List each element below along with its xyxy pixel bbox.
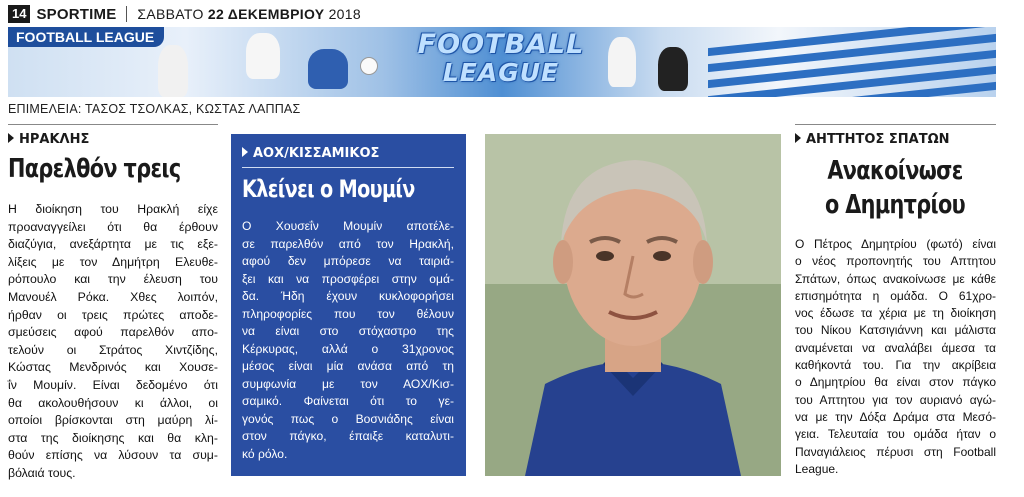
- page-header: [8, 4, 361, 24]
- body-line: League.: [795, 461, 839, 476]
- article-headline: Ανακοίνωσε ο Δημητρίου: [824, 156, 966, 220]
- body-line: ο νέος προπονητής του Απτητου: [795, 254, 996, 269]
- boxed-article: [231, 134, 466, 476]
- player-figure: [658, 47, 688, 91]
- body-line: καθήκοντά του. Για την ακρίβεια: [795, 358, 996, 373]
- body-line: Η διοίκηση του Ηρακλή είχε: [8, 202, 218, 216]
- body-line: βόλαιά τους.: [8, 465, 76, 480]
- body-line: ξει και να προσφέρει στην ομά-: [242, 271, 454, 286]
- body-line: αφού δεν μπόρεσε να ταιριά-: [242, 254, 454, 268]
- body-line: θούν επίσης να λύσουν τα συμ-: [8, 448, 218, 463]
- body-line: γεια. Τελευταία του ομάδα ήταν ο: [795, 427, 996, 442]
- body-line: προαναγγείλει ότι θα έρθουν: [8, 219, 218, 234]
- body-line: Σπάτων, όπως ανακοίνωσε με κάθε: [795, 271, 996, 286]
- article-headline: Παρελθόν τρεις: [8, 154, 181, 184]
- article-kicker: ΗΡΑΚΛΗΣ: [8, 132, 89, 147]
- player-figure: [608, 37, 636, 87]
- football-icon: [360, 57, 378, 75]
- brand-name: SPORTIME: [36, 5, 117, 23]
- player-figure: [246, 33, 280, 79]
- body-line: Ο Χουσεΐν Μουμίν αποτέλε-: [242, 219, 454, 233]
- column-rule: [795, 124, 996, 125]
- body-line: ο Δημητρίου θα είναι στον πάγκο: [795, 375, 996, 390]
- body-line: τελούν οι Στράτος Χιντζίδης,: [8, 342, 218, 357]
- article-kicker: ΑΟΧ/ΚΙΣΣΑΜΙΚΟΣ: [242, 146, 379, 161]
- body-line: ΐν Μουμίν. Είναι δεδομένο ότι: [8, 377, 218, 392]
- article-body: [8, 201, 218, 483]
- body-line: συμφωνία με τον ΑΟΧ/Κισ-: [242, 376, 454, 391]
- greek-flag-graphic: [708, 27, 996, 97]
- body-line: αναμένεται να αναλάβει άμεσα τα: [795, 340, 996, 355]
- body-line: Κέρκυρας, αλλά ο 31χρονος: [242, 341, 454, 356]
- body-line: οποίοι βρίσκονται στη μαύρη λί-: [8, 413, 218, 428]
- body-line: Μανουέλ Ρόκα. Χθες λοιπόν,: [8, 289, 218, 304]
- body-line: Ο Πέτρος Δημητρίου (φωτό) είναι: [795, 237, 996, 251]
- article-body: [242, 218, 454, 463]
- column-rule: [8, 124, 218, 125]
- player-figure: [158, 45, 188, 97]
- body-line: επισημότητα η ομάδα. Ο 61χρο-: [795, 288, 996, 303]
- body-line: γονός πως ο Βοσνιάδης είναι: [242, 411, 454, 426]
- body-line: μέσος είναι μία ανάσα από τη: [242, 359, 454, 373]
- body-line: διαζύγια, ανεξάρτητα με τις εξε-: [8, 237, 218, 252]
- body-line: Παναγιάλειος πέρυσι στη Football: [795, 444, 996, 459]
- article-kicker: ΑΗΤΤΗΤΟΣ ΣΠΑΤΩΝ: [795, 132, 950, 147]
- body-line: λίξεις με τον Δημήτρη Ελευθε-: [8, 254, 218, 269]
- body-line: να με την Δόξα Δράμα στα Μεσό-: [795, 409, 996, 424]
- body-line: θα ακολουθήσουν κι άλλοι, οι: [8, 395, 218, 410]
- banner-logo: FOOTBALL LEAGUE: [417, 29, 585, 87]
- body-line: δα. Ήδη έχουν κυκλοφορήσει: [242, 289, 454, 303]
- body-line: να είναι στο στόχαστρο της: [242, 324, 454, 338]
- body-line: σαμικό. Φαίνεται ότι το γε-: [242, 394, 454, 408]
- body-line: Κώστας Μενδρινός και Χουσε-: [8, 360, 218, 375]
- article-headline: Κλείνει ο Μουμίν: [242, 175, 415, 203]
- body-line: στον πάγκο, έπαιξε καταλυτι-: [242, 429, 454, 443]
- body-line: νος έδωσε τα χέρια με τη διοίκηση: [795, 306, 996, 321]
- body-line: σε παρελθόν από τον Ηρακλή,: [242, 236, 454, 251]
- body-line: ήρθαν οι τρεις πρώτες αποδε-: [8, 307, 218, 322]
- section-tab: FOOTBALL LEAGUE: [8, 27, 164, 47]
- player-figure: [308, 49, 348, 89]
- issue-date: ΣΑΒΒΑΤΟ 22 ΔΕΚΕΜΒΡΙΟΥ 2018: [137, 6, 361, 22]
- article-body: [795, 236, 996, 478]
- header-divider: [126, 6, 127, 22]
- page-number: 14: [8, 5, 30, 23]
- body-line: σμεύσεις αφού παρελθόν απο-: [8, 325, 218, 340]
- body-line: ρόπουλο και την έλευση του: [8, 272, 218, 287]
- body-line: του Απτητου για τον αυριανό αγώ-: [795, 392, 996, 407]
- editors-credit: ΕΠΙΜΕΛΕΙΑ: ΤΑΣΟΣ ΤΣΟΛΚΑΣ, ΚΩΣΤΑΣ ΛΑΠΠΑΣ: [8, 102, 301, 116]
- body-line: του Νίκου Κατσιγιάννη και μάλιστα: [795, 323, 996, 338]
- body-line: κό ρόλο.: [242, 446, 288, 461]
- body-line: στα της διοίκησης και θα κλη-: [8, 430, 218, 445]
- portrait-photo: [485, 134, 781, 476]
- body-line: πληροφορίες που τον θέλουν: [242, 306, 454, 321]
- section-banner: [8, 27, 996, 97]
